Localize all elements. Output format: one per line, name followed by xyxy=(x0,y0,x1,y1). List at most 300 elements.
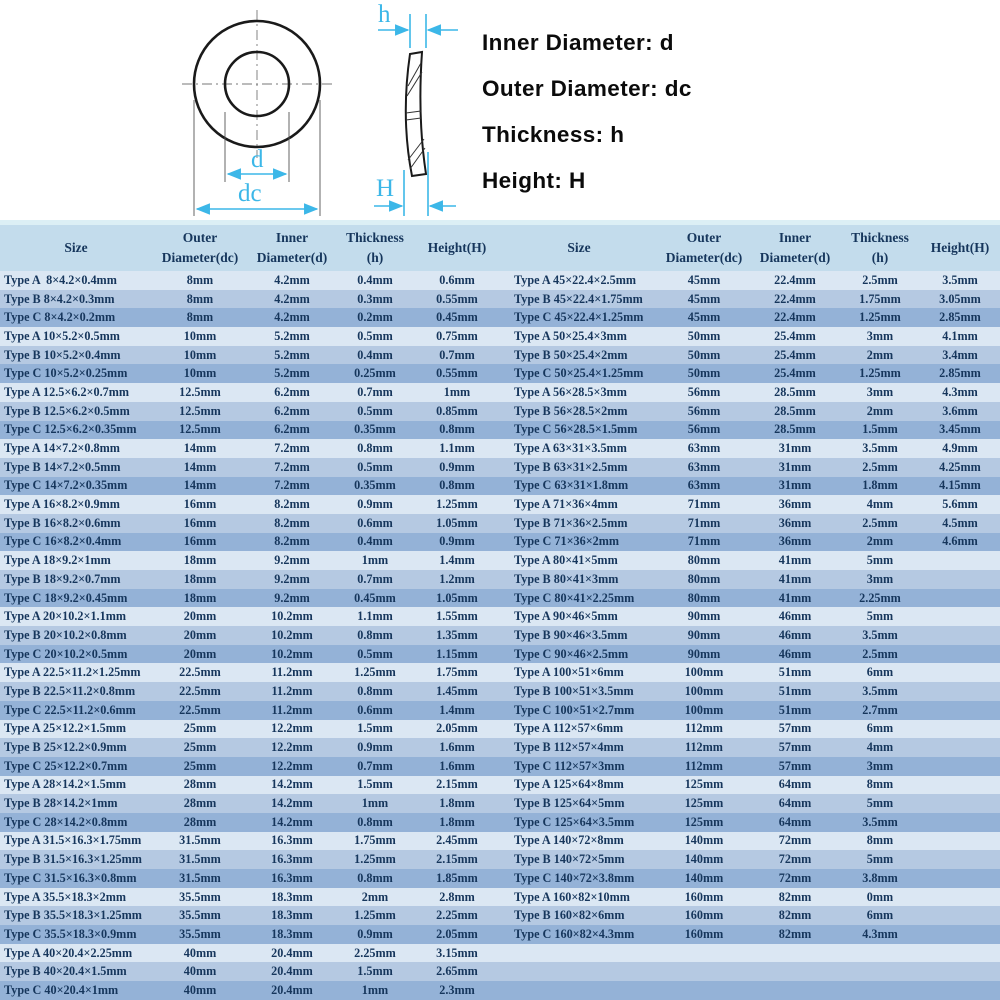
value-cell: 2.45mm xyxy=(436,833,478,848)
value-cell: 160mm xyxy=(684,908,724,923)
value-cell: 1.15mm xyxy=(436,646,478,661)
value-cell: 4.1mm xyxy=(942,328,978,343)
size-cell: Type C 160×82×4.3mm xyxy=(514,926,635,941)
value-cell: 36mm xyxy=(778,497,812,512)
value-cell: 0.8mm xyxy=(439,478,475,493)
column-header: Height(H) xyxy=(427,240,487,256)
value-cell: 1.1mm xyxy=(357,609,393,624)
value-cell: 72mm xyxy=(778,870,812,885)
value-cell: 2.7mm xyxy=(862,702,898,717)
value-cell: 71mm xyxy=(687,497,721,512)
value-cell xyxy=(920,720,1000,739)
size-cell: Type C 80×41×2.25mm xyxy=(514,590,635,605)
value-cell xyxy=(920,962,1000,981)
size-cell: Type A 35.5×18.3×2mm xyxy=(4,889,126,904)
size-cell: Type B 18×9.2×0.7mm xyxy=(4,571,121,586)
value-cell: 1.45mm xyxy=(436,683,478,698)
value-cell: 2.5mm xyxy=(862,515,898,530)
value-cell: 4.9mm xyxy=(942,441,978,456)
value-cell xyxy=(920,813,1000,832)
value-cell: 20.4mm xyxy=(271,964,313,979)
value-cell: 31mm xyxy=(778,441,812,456)
value-cell: 0.35mm xyxy=(354,478,396,493)
value-cell: 125mm xyxy=(684,796,724,811)
size-cell: Type A 140×72×8mm xyxy=(514,833,624,848)
value-cell: 3.45mm xyxy=(939,422,981,437)
value-cell xyxy=(920,794,1000,813)
size-cell: Type C 71×36×2mm xyxy=(514,534,620,549)
size-cell: Type C 50×25.4×1.25mm xyxy=(514,366,644,381)
size-cell: Type A 20×10.2×1.1mm xyxy=(4,609,126,624)
value-cell: 12.5mm xyxy=(179,384,221,399)
value-cell: 10.2mm xyxy=(271,646,313,661)
value-cell: 22.4mm xyxy=(774,272,816,287)
size-cell: Type B 22.5×11.2×0.8mm xyxy=(4,683,136,698)
value-cell: 28.5mm xyxy=(774,384,816,399)
value-cell: 0.45mm xyxy=(354,590,396,605)
value-cell: 35.5mm xyxy=(179,926,221,941)
value-cell: 1.8mm xyxy=(439,814,475,829)
value-cell: 0.7mm xyxy=(357,384,393,399)
value-cell: 28.5mm xyxy=(774,403,816,418)
size-cell xyxy=(500,981,658,1000)
value-cell: 0.45mm xyxy=(436,310,478,325)
size-cell: Type B 28×14.2×1mm xyxy=(4,796,118,811)
value-cell: 51mm xyxy=(778,665,812,680)
value-cell: 0.25mm xyxy=(354,366,396,381)
size-cell: Type A 25×12.2×1.5mm xyxy=(4,721,126,736)
value-cell: 16mm xyxy=(183,497,217,512)
value-cell xyxy=(920,701,1000,720)
column-header: Thickness (h) xyxy=(851,230,909,265)
value-cell: 40mm xyxy=(183,982,217,997)
value-cell xyxy=(750,981,840,1000)
washer-diagram xyxy=(0,0,470,220)
size-cell: Type A 125×64×8mm xyxy=(514,777,624,792)
table-row xyxy=(0,383,1000,402)
washer-side-view xyxy=(406,52,426,176)
value-cell: 41mm xyxy=(778,571,812,586)
value-cell: 10.2mm xyxy=(271,609,313,624)
table-row xyxy=(0,850,1000,869)
column-header: Size xyxy=(64,240,88,256)
value-cell: 3.5mm xyxy=(862,441,898,456)
value-cell: 2mm xyxy=(866,403,894,418)
value-cell: 3.05mm xyxy=(939,291,981,306)
value-cell: 72mm xyxy=(778,833,812,848)
size-cell: Type C 31.5×16.3×0.8mm xyxy=(4,870,137,885)
size-cell: Type C 14×7.2×0.35mm xyxy=(4,478,128,493)
value-cell: 0.4mm xyxy=(357,347,393,362)
value-cell: 8mm xyxy=(186,310,214,325)
value-cell: 50mm xyxy=(687,328,721,343)
value-cell: 2.25mm xyxy=(436,908,478,923)
value-cell xyxy=(658,944,750,963)
table-row xyxy=(0,888,1000,907)
value-cell: 1.8mm xyxy=(862,478,898,493)
front-view-centerlines xyxy=(182,10,332,158)
table-row xyxy=(0,626,1000,645)
value-cell: 4.3mm xyxy=(862,926,898,941)
value-cell: 40mm xyxy=(183,964,217,979)
value-cell: 0.5mm xyxy=(357,403,393,418)
value-cell: 4.5mm xyxy=(942,515,978,530)
value-cell: 2.65mm xyxy=(436,964,478,979)
value-cell: 16.3mm xyxy=(271,870,313,885)
value-cell: 8.2mm xyxy=(274,497,310,512)
size-cell: Type B 56×28.5×2mm xyxy=(514,403,628,418)
value-cell: 56mm xyxy=(687,422,721,437)
size-cell: Type A 90×46×5mm xyxy=(514,609,618,624)
value-cell xyxy=(920,776,1000,795)
value-cell: 57mm xyxy=(778,721,812,736)
value-cell: 18.3mm xyxy=(271,908,313,923)
value-cell: 20.4mm xyxy=(271,945,313,960)
value-cell: 14.2mm xyxy=(271,814,313,829)
value-cell: 14mm xyxy=(183,441,217,456)
size-cell: Type B 25×12.2×0.9mm xyxy=(4,740,127,755)
value-cell: 18.3mm xyxy=(271,889,313,904)
value-cell: 100mm xyxy=(684,665,724,680)
value-cell: 45mm xyxy=(687,291,721,306)
value-cell: 46mm xyxy=(778,609,812,624)
value-cell: 0.8mm xyxy=(357,441,393,456)
value-cell xyxy=(840,944,920,963)
value-cell: 9.2mm xyxy=(274,590,310,605)
value-cell: 8mm xyxy=(186,272,214,287)
value-cell: 9.2mm xyxy=(274,571,310,586)
size-cell: Type A 45×22.4×2.5mm xyxy=(514,272,636,287)
value-cell: 2.8mm xyxy=(439,889,475,904)
size-cell: Type B 71×36×2.5mm xyxy=(514,515,628,530)
value-cell: 0.8mm xyxy=(357,683,393,698)
value-cell: 45mm xyxy=(687,272,721,287)
value-cell: 3mm xyxy=(866,328,894,343)
size-cell: Type A 28×14.2×1.5mm xyxy=(4,777,126,792)
size-cell: Type B 35.5×18.3×1.25mm xyxy=(4,908,142,923)
column-header: Outer Diameter(dc) xyxy=(161,230,239,265)
size-cell: Type C 25×12.2×0.7mm xyxy=(4,758,128,773)
size-cell: Type A 14×7.2×0.8mm xyxy=(4,441,120,456)
value-cell: 2.05mm xyxy=(436,926,478,941)
value-cell: 0.75mm xyxy=(436,328,478,343)
value-cell xyxy=(658,981,750,1000)
table-row xyxy=(0,346,1000,365)
table-row xyxy=(0,495,1000,514)
value-cell: 45mm xyxy=(687,310,721,325)
value-cell: 25.4mm xyxy=(774,347,816,362)
value-cell: 6mm xyxy=(866,721,894,736)
column-header: Height(H) xyxy=(930,240,990,256)
value-cell: 82mm xyxy=(778,908,812,923)
table-row xyxy=(0,738,1000,757)
label-d: d xyxy=(251,146,264,173)
value-cell: 2.25mm xyxy=(859,590,901,605)
size-cell: Type C 22.5×11.2×0.6mm xyxy=(4,702,136,717)
value-cell: 8mm xyxy=(866,833,894,848)
column-header: Outer Diameter(dc) xyxy=(665,230,743,265)
size-cell: Type B 50×25.4×2mm xyxy=(514,347,628,362)
value-cell: 0.35mm xyxy=(354,422,396,437)
value-cell: 0.6mm xyxy=(357,515,393,530)
table-row xyxy=(0,402,1000,421)
value-cell: 9.2mm xyxy=(274,553,310,568)
value-cell: 0.6mm xyxy=(439,272,475,287)
size-cell: Type A 56×28.5×3mm xyxy=(514,384,627,399)
value-cell: 82mm xyxy=(778,926,812,941)
table-row xyxy=(0,776,1000,795)
value-cell: 125mm xyxy=(684,814,724,829)
value-cell xyxy=(750,944,840,963)
value-cell: 3mm xyxy=(866,571,894,586)
value-cell: 28mm xyxy=(183,814,217,829)
table-row xyxy=(0,290,1000,309)
table-row xyxy=(0,533,1000,552)
table-row xyxy=(0,757,1000,776)
value-cell: 16.3mm xyxy=(271,852,313,867)
value-cell: 90mm xyxy=(687,646,721,661)
column-header: Inner Diameter(d) xyxy=(759,230,831,265)
value-cell: 22.5mm xyxy=(179,702,221,717)
value-cell: 1.2mm xyxy=(439,571,475,586)
size-cell: Type C 45×22.4×1.25mm xyxy=(514,310,644,325)
value-cell: 10mm xyxy=(183,328,217,343)
value-cell: 25.4mm xyxy=(774,366,816,381)
value-cell: 1.75mm xyxy=(436,665,478,680)
column-header: Thickness (h) xyxy=(346,230,404,265)
value-cell: 50mm xyxy=(687,347,721,362)
value-cell: 41mm xyxy=(778,553,812,568)
value-cell: 1.05mm xyxy=(436,590,478,605)
value-cell: 4.3mm xyxy=(942,384,978,399)
value-cell: 1.25mm xyxy=(354,665,396,680)
value-cell: 80mm xyxy=(687,590,721,605)
value-cell: 3mm xyxy=(866,758,894,773)
size-cell: Type B 14×7.2×0.5mm xyxy=(4,459,121,474)
size-cell: Type A 80×41×5mm xyxy=(514,553,618,568)
value-cell: 22.4mm xyxy=(774,310,816,325)
value-cell: 5mm xyxy=(866,852,894,867)
table-row xyxy=(0,682,1000,701)
table-row xyxy=(0,813,1000,832)
size-cell: Type A 12.5×6.2×0.7mm xyxy=(4,384,130,399)
value-cell: 0.4mm xyxy=(357,272,393,287)
value-cell: 4.6mm xyxy=(942,534,978,549)
value-cell: 0.8mm xyxy=(357,870,393,885)
value-cell: 2.05mm xyxy=(436,721,478,736)
value-cell xyxy=(920,888,1000,907)
value-cell: 63mm xyxy=(687,459,721,474)
value-cell: 22.5mm xyxy=(179,683,221,698)
value-cell: 16.3mm xyxy=(271,833,313,848)
value-cell: 0.7mm xyxy=(357,758,393,773)
size-cell: Type B 16×8.2×0.6mm xyxy=(4,515,121,530)
value-cell: 25.4mm xyxy=(774,328,816,343)
size-cell: Type B 63×31×2.5mm xyxy=(514,459,628,474)
value-cell xyxy=(920,832,1000,851)
value-cell xyxy=(920,925,1000,944)
value-cell: 0.8mm xyxy=(439,422,475,437)
value-cell xyxy=(920,607,1000,626)
value-cell: 1.4mm xyxy=(439,553,475,568)
value-cell: 12.2mm xyxy=(271,758,313,773)
value-cell: 1.25mm xyxy=(436,497,478,512)
value-cell: 4.15mm xyxy=(939,478,981,493)
table-row xyxy=(0,701,1000,720)
table-row xyxy=(0,271,1000,290)
size-cell: Type C 63×31×1.8mm xyxy=(514,478,629,493)
value-cell: 18mm xyxy=(183,590,217,605)
value-cell: 18mm xyxy=(183,571,217,586)
value-cell: 1.05mm xyxy=(436,515,478,530)
value-cell: 0.3mm xyxy=(357,291,393,306)
value-cell: 0.9mm xyxy=(357,926,393,941)
size-cell: Type B 40×20.4×1.5mm xyxy=(4,964,127,979)
value-cell: 11.2mm xyxy=(271,683,313,698)
value-cell: 2.85mm xyxy=(939,366,981,381)
value-cell: 0.8mm xyxy=(357,627,393,642)
value-cell: 90mm xyxy=(687,609,721,624)
value-cell: 28.5mm xyxy=(774,422,816,437)
value-cell: 4.25mm xyxy=(939,459,981,474)
value-cell: 100mm xyxy=(684,683,724,698)
value-cell: 36mm xyxy=(778,534,812,549)
value-cell: 36mm xyxy=(778,515,812,530)
value-cell: 1.35mm xyxy=(436,627,478,642)
value-cell: 112mm xyxy=(685,721,723,736)
size-cell: Type B 140×72×5mm xyxy=(514,852,625,867)
value-cell: 12.5mm xyxy=(179,422,221,437)
value-cell: 5mm xyxy=(866,609,894,624)
size-cell: Type A 16×8.2×0.9mm xyxy=(4,497,120,512)
value-cell: 31.5mm xyxy=(179,833,221,848)
value-cell: 31mm xyxy=(778,459,812,474)
table-row xyxy=(0,645,1000,664)
size-cell: Type C 20×10.2×0.5mm xyxy=(4,646,128,661)
value-cell: 5.6mm xyxy=(942,497,978,512)
value-cell: 2mm xyxy=(866,534,894,549)
value-cell: 50mm xyxy=(687,366,721,381)
size-cell xyxy=(500,962,658,981)
size-cell: Type A 10×5.2×0.5mm xyxy=(4,328,120,343)
value-cell: 1.6mm xyxy=(439,758,475,773)
value-cell xyxy=(920,850,1000,869)
value-cell xyxy=(750,962,840,981)
value-cell: 0.5mm xyxy=(357,328,393,343)
value-cell: 40mm xyxy=(183,945,217,960)
value-cell: 1.75mm xyxy=(354,833,396,848)
value-cell: 28mm xyxy=(183,796,217,811)
table-row xyxy=(0,570,1000,589)
value-cell: 0.9mm xyxy=(439,534,475,549)
value-cell: 1.25mm xyxy=(859,310,901,325)
size-cell: Type C 35.5×18.3×0.9mm xyxy=(4,926,137,941)
value-cell: 80mm xyxy=(687,553,721,568)
value-cell: 2.5mm xyxy=(862,646,898,661)
value-cell: 46mm xyxy=(778,627,812,642)
table-row xyxy=(0,458,1000,477)
value-cell: 18mm xyxy=(183,553,217,568)
value-cell: 125mm xyxy=(684,777,724,792)
value-cell xyxy=(920,570,1000,589)
value-cell: 31mm xyxy=(778,478,812,493)
value-cell: 8.2mm xyxy=(274,515,310,530)
table-header-row xyxy=(0,225,1000,271)
column-header: Size xyxy=(567,240,591,256)
value-cell: 3mm xyxy=(866,384,894,399)
table-row xyxy=(0,869,1000,888)
value-cell: 72mm xyxy=(778,852,812,867)
value-cell: 0mm xyxy=(866,889,894,904)
value-cell: 5mm xyxy=(866,553,894,568)
value-cell xyxy=(920,589,1000,608)
value-cell xyxy=(920,682,1000,701)
value-cell: 8mm xyxy=(866,777,894,792)
value-cell: 57mm xyxy=(778,758,812,773)
value-cell: 6.2mm xyxy=(274,422,310,437)
size-cell: Type A 40×20.4×2.25mm xyxy=(4,945,133,960)
value-cell: 90mm xyxy=(687,627,721,642)
value-cell: 5mm xyxy=(866,796,894,811)
value-cell: 1.5mm xyxy=(357,964,393,979)
table-row xyxy=(0,720,1000,739)
value-cell: 1.25mm xyxy=(354,852,396,867)
size-cell: Type C 112×57×3mm xyxy=(514,758,625,773)
size-cell: Type A 31.5×16.3×1.75mm xyxy=(4,833,142,848)
table-row xyxy=(0,832,1000,851)
value-cell: 1.85mm xyxy=(436,870,478,885)
value-cell: 0.9mm xyxy=(357,740,393,755)
size-cell: Type A 100×51×6mm xyxy=(514,665,624,680)
size-cell: Type A 160×82×10mm xyxy=(514,889,630,904)
size-cell: Type A 71×36×4mm xyxy=(514,497,618,512)
value-cell: 28mm xyxy=(183,777,217,792)
size-cell: Type C 56×28.5×1.5mm xyxy=(514,422,638,437)
value-cell: 1.55mm xyxy=(436,609,478,624)
value-cell: 80mm xyxy=(687,571,721,586)
table-row xyxy=(0,794,1000,813)
value-cell: 14mm xyxy=(183,478,217,493)
value-cell: 4.2mm xyxy=(274,310,310,325)
value-cell: 2.85mm xyxy=(939,310,981,325)
value-cell: 0.85mm xyxy=(436,403,478,418)
size-cell: Type B 10×5.2×0.4mm xyxy=(4,347,121,362)
value-cell: 2mm xyxy=(361,889,389,904)
value-cell: 2.5mm xyxy=(862,459,898,474)
size-cell: Type B 45×22.4×1.75mm xyxy=(514,291,643,306)
value-cell: 1mm xyxy=(443,384,471,399)
value-cell: 100mm xyxy=(684,702,724,717)
value-cell: 64mm xyxy=(778,777,812,792)
value-cell: 1.8mm xyxy=(439,796,475,811)
value-cell: 71mm xyxy=(687,515,721,530)
table-row xyxy=(0,514,1000,533)
size-cell: Type B 12.5×6.2×0.5mm xyxy=(4,403,130,418)
value-cell: 10mm xyxy=(183,366,217,381)
value-cell: 0.7mm xyxy=(439,347,475,362)
value-cell: 64mm xyxy=(778,796,812,811)
value-cell: 1.5mm xyxy=(862,422,898,437)
value-cell: 1.75mm xyxy=(859,291,901,306)
size-cell: Type A 22.5×11.2×1.25mm xyxy=(4,665,141,680)
value-cell: 14.2mm xyxy=(271,796,313,811)
value-cell: 3.5mm xyxy=(862,627,898,642)
value-cell: 31.5mm xyxy=(179,870,221,885)
size-cell: Type B 20×10.2×0.8mm xyxy=(4,627,127,642)
size-cell: Type C 140×72×3.8mm xyxy=(514,870,635,885)
value-cell: 5.2mm xyxy=(274,347,310,362)
size-cell: Type C 8×4.2×0.2mm xyxy=(4,310,116,325)
